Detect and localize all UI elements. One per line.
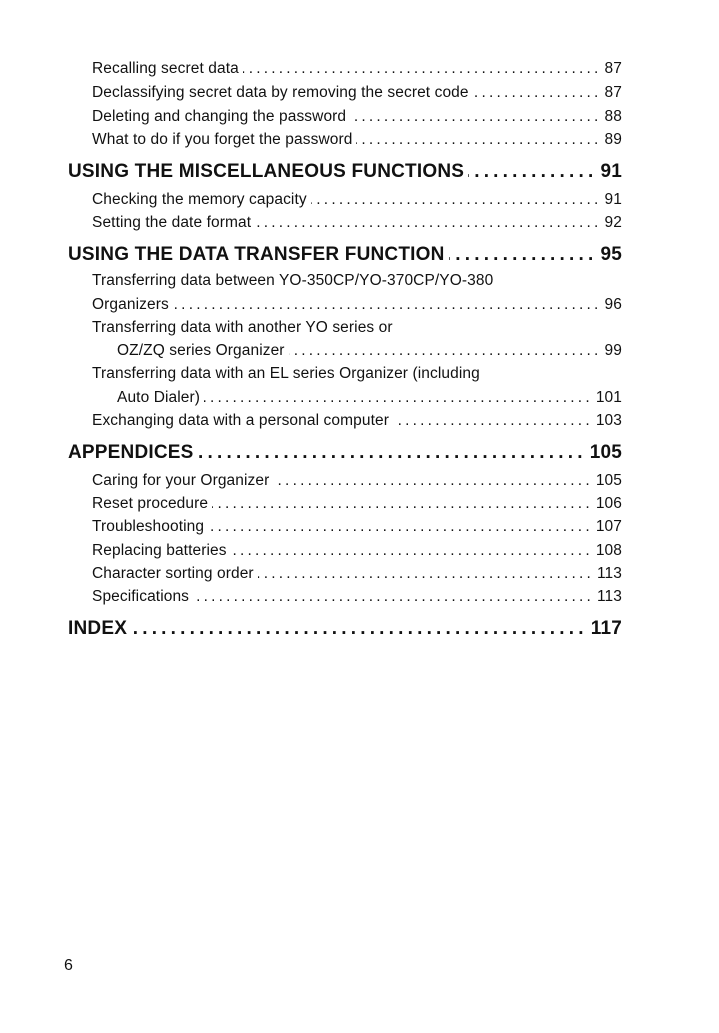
dot-leader	[243, 60, 602, 78]
toc-entry-title: Character sorting order	[92, 565, 254, 582]
dot-leader	[193, 588, 594, 606]
dot-leader	[204, 389, 593, 407]
toc-entry-page: 92	[604, 214, 622, 231]
toc-entry-line	[92, 272, 493, 290]
toc-entry-line	[92, 319, 393, 337]
toc-entry	[92, 296, 622, 314]
toc-entry-page: 103	[595, 412, 622, 429]
toc-entry	[92, 588, 622, 606]
dot-leader	[231, 542, 593, 560]
toc-entry-title: Deleting and changing the password	[92, 108, 347, 125]
toc-heading-page: 117	[590, 618, 622, 639]
toc-heading-title: USING THE MISCELLANEOUS FUNCTIONS	[68, 161, 465, 182]
toc-entry-title: Specifications	[92, 588, 190, 605]
toc-heading-page: 105	[589, 442, 622, 463]
toc-entry-page: 107	[595, 518, 622, 535]
toc-heading-page: 95	[600, 244, 622, 265]
toc-entry-title: What to do if you forget the password	[92, 131, 353, 148]
toc-entry-page: 105	[595, 472, 622, 489]
dot-leader	[473, 84, 602, 102]
toc-heading-title: USING THE DATA TRANSFER FUNCTION	[68, 244, 445, 265]
toc-entry-page: 88	[604, 108, 622, 125]
dot-leader	[173, 296, 602, 314]
toc-entry-page: 113	[596, 588, 622, 605]
toc-entry-title: Checking the memory capacity	[92, 191, 307, 208]
toc-entry	[92, 214, 622, 232]
dot-leader	[131, 618, 588, 640]
toc-entry-title: Exchanging data with a personal computer	[92, 412, 389, 429]
toc-entry	[92, 191, 622, 209]
toc-entry	[117, 342, 622, 360]
page-number: 6	[64, 957, 73, 974]
toc-entry	[92, 565, 622, 583]
toc-entry-page: 87	[604, 60, 622, 77]
toc-entry-title: Troubleshooting	[92, 518, 205, 535]
toc-entry-title: Transferring data with an EL series Organizer (including	[92, 365, 480, 382]
dot-leader	[468, 161, 597, 183]
toc-entry-page: 96	[604, 296, 622, 313]
toc-entry-page: 89	[604, 131, 622, 148]
toc-entry-page: 99	[604, 342, 622, 359]
toc-entry-page: 87	[604, 84, 622, 101]
dot-leader	[273, 472, 592, 490]
toc-entry-title: Reset procedure	[92, 495, 209, 512]
toc-entry-page: 101	[595, 389, 622, 406]
toc-entry-title: Recalling secret data	[92, 60, 239, 77]
dot-leader	[212, 495, 593, 513]
toc-heading-page: 91	[600, 161, 622, 182]
dot-leader	[208, 518, 593, 536]
toc-entry-title: Setting the date format	[92, 214, 252, 231]
dot-leader	[258, 565, 594, 583]
toc-section-heading	[68, 442, 622, 464]
toc-entry-page: 108	[595, 542, 622, 559]
toc-entry-title: Transferring data between YO-350CP/YO-370CP/YO-380	[92, 272, 494, 289]
toc-heading-title: INDEX	[68, 618, 128, 639]
toc-entry-title: Caring for your Organizer	[92, 472, 270, 489]
toc-entry-page: 91	[604, 191, 622, 208]
toc-entry-page: 106	[595, 495, 622, 512]
toc-entry-title: Auto Dialer)	[117, 389, 201, 406]
dot-leader	[198, 442, 587, 464]
dot-leader	[393, 412, 593, 430]
toc-section-heading	[68, 618, 622, 640]
toc-entry	[92, 542, 622, 560]
toc-entry	[92, 84, 622, 102]
dot-leader	[356, 131, 601, 149]
dot-leader	[449, 244, 598, 266]
toc-entry-title: OZ/ZQ series Organizer	[117, 342, 285, 359]
toc-entry	[92, 131, 622, 149]
toc-entry-title: Transferring data with another YO series or	[92, 319, 393, 336]
toc-entry	[92, 108, 622, 126]
toc-entry-title: Replacing batteries	[92, 542, 227, 559]
toc-section-heading	[68, 244, 622, 266]
toc-entry	[92, 495, 622, 513]
toc-entry	[117, 389, 622, 407]
toc-entry-line	[92, 365, 480, 383]
dot-leader	[311, 191, 602, 209]
toc-heading-title: APPENDICES	[68, 442, 194, 463]
dot-leader	[350, 108, 601, 126]
toc-entry-title: Declassifying secret data by removing the secret code	[92, 84, 469, 101]
toc-section-heading	[68, 161, 622, 183]
toc-entry-page: 113	[596, 565, 622, 582]
toc-entry	[92, 472, 622, 490]
toc-entry	[92, 412, 622, 430]
toc-entry	[92, 60, 622, 78]
dot-leader	[289, 342, 602, 360]
toc-entry-title: Organizers	[92, 296, 169, 313]
dot-leader	[255, 214, 601, 232]
toc-entry	[92, 518, 622, 536]
